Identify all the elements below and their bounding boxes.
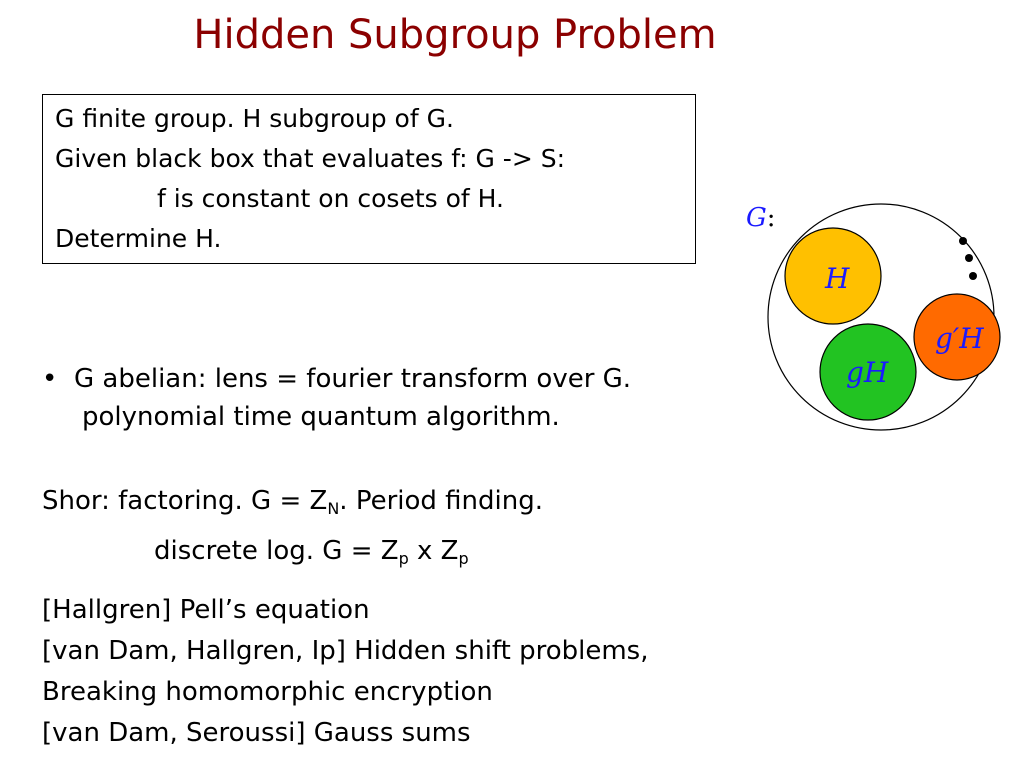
bullet-marker: •: [42, 364, 58, 394]
group-label-letter: G: [746, 203, 767, 233]
references-list: [42, 590, 648, 754]
reference-item: [Hallgren] Pell’s equation: [42, 595, 370, 625]
abelian-bullet: [42, 360, 631, 436]
subgroup-label: H: [825, 262, 850, 295]
bullet-line-2: polynomial time quantum algorithm.: [82, 402, 560, 432]
definition-line-4: Determine H.: [55, 224, 222, 253]
ellipsis-dot: [959, 237, 967, 245]
ellipsis-dot: [969, 272, 977, 280]
definition-line-1: G finite group. H subgroup of G.: [55, 104, 454, 133]
group-label: G:: [746, 203, 776, 233]
reference-item: [van Dam, Hallgren, Ip] Hidden shift problems,: [42, 636, 649, 666]
definition-line-2: Given black box that evaluates f: G -> S:: [55, 144, 566, 173]
ellipsis-dot: [965, 254, 973, 262]
definition-box: [42, 94, 696, 264]
coset-diagram: [740, 190, 1024, 450]
shor-line-2: discrete log. $G = Z_p$ x $Z_p$: [154, 536, 469, 568]
definition-line-3: f is constant on cosets of H.: [157, 184, 504, 213]
reference-item: Breaking homomorphic encryption: [42, 677, 493, 707]
slide-title: Hidden Subgroup Problem: [193, 12, 717, 58]
shor-line-1: Shor: factoring. $G = Z_N$. Period finding.: [42, 486, 543, 518]
coset2-label: g′H: [935, 322, 984, 355]
shor-block: [42, 480, 543, 580]
bullet-line-1: G abelian: lens = fourier transform over G.: [74, 364, 632, 394]
coset-label: gH: [846, 356, 889, 389]
reference-item: [van Dam, Seroussi] Gauss sums: [42, 718, 471, 748]
